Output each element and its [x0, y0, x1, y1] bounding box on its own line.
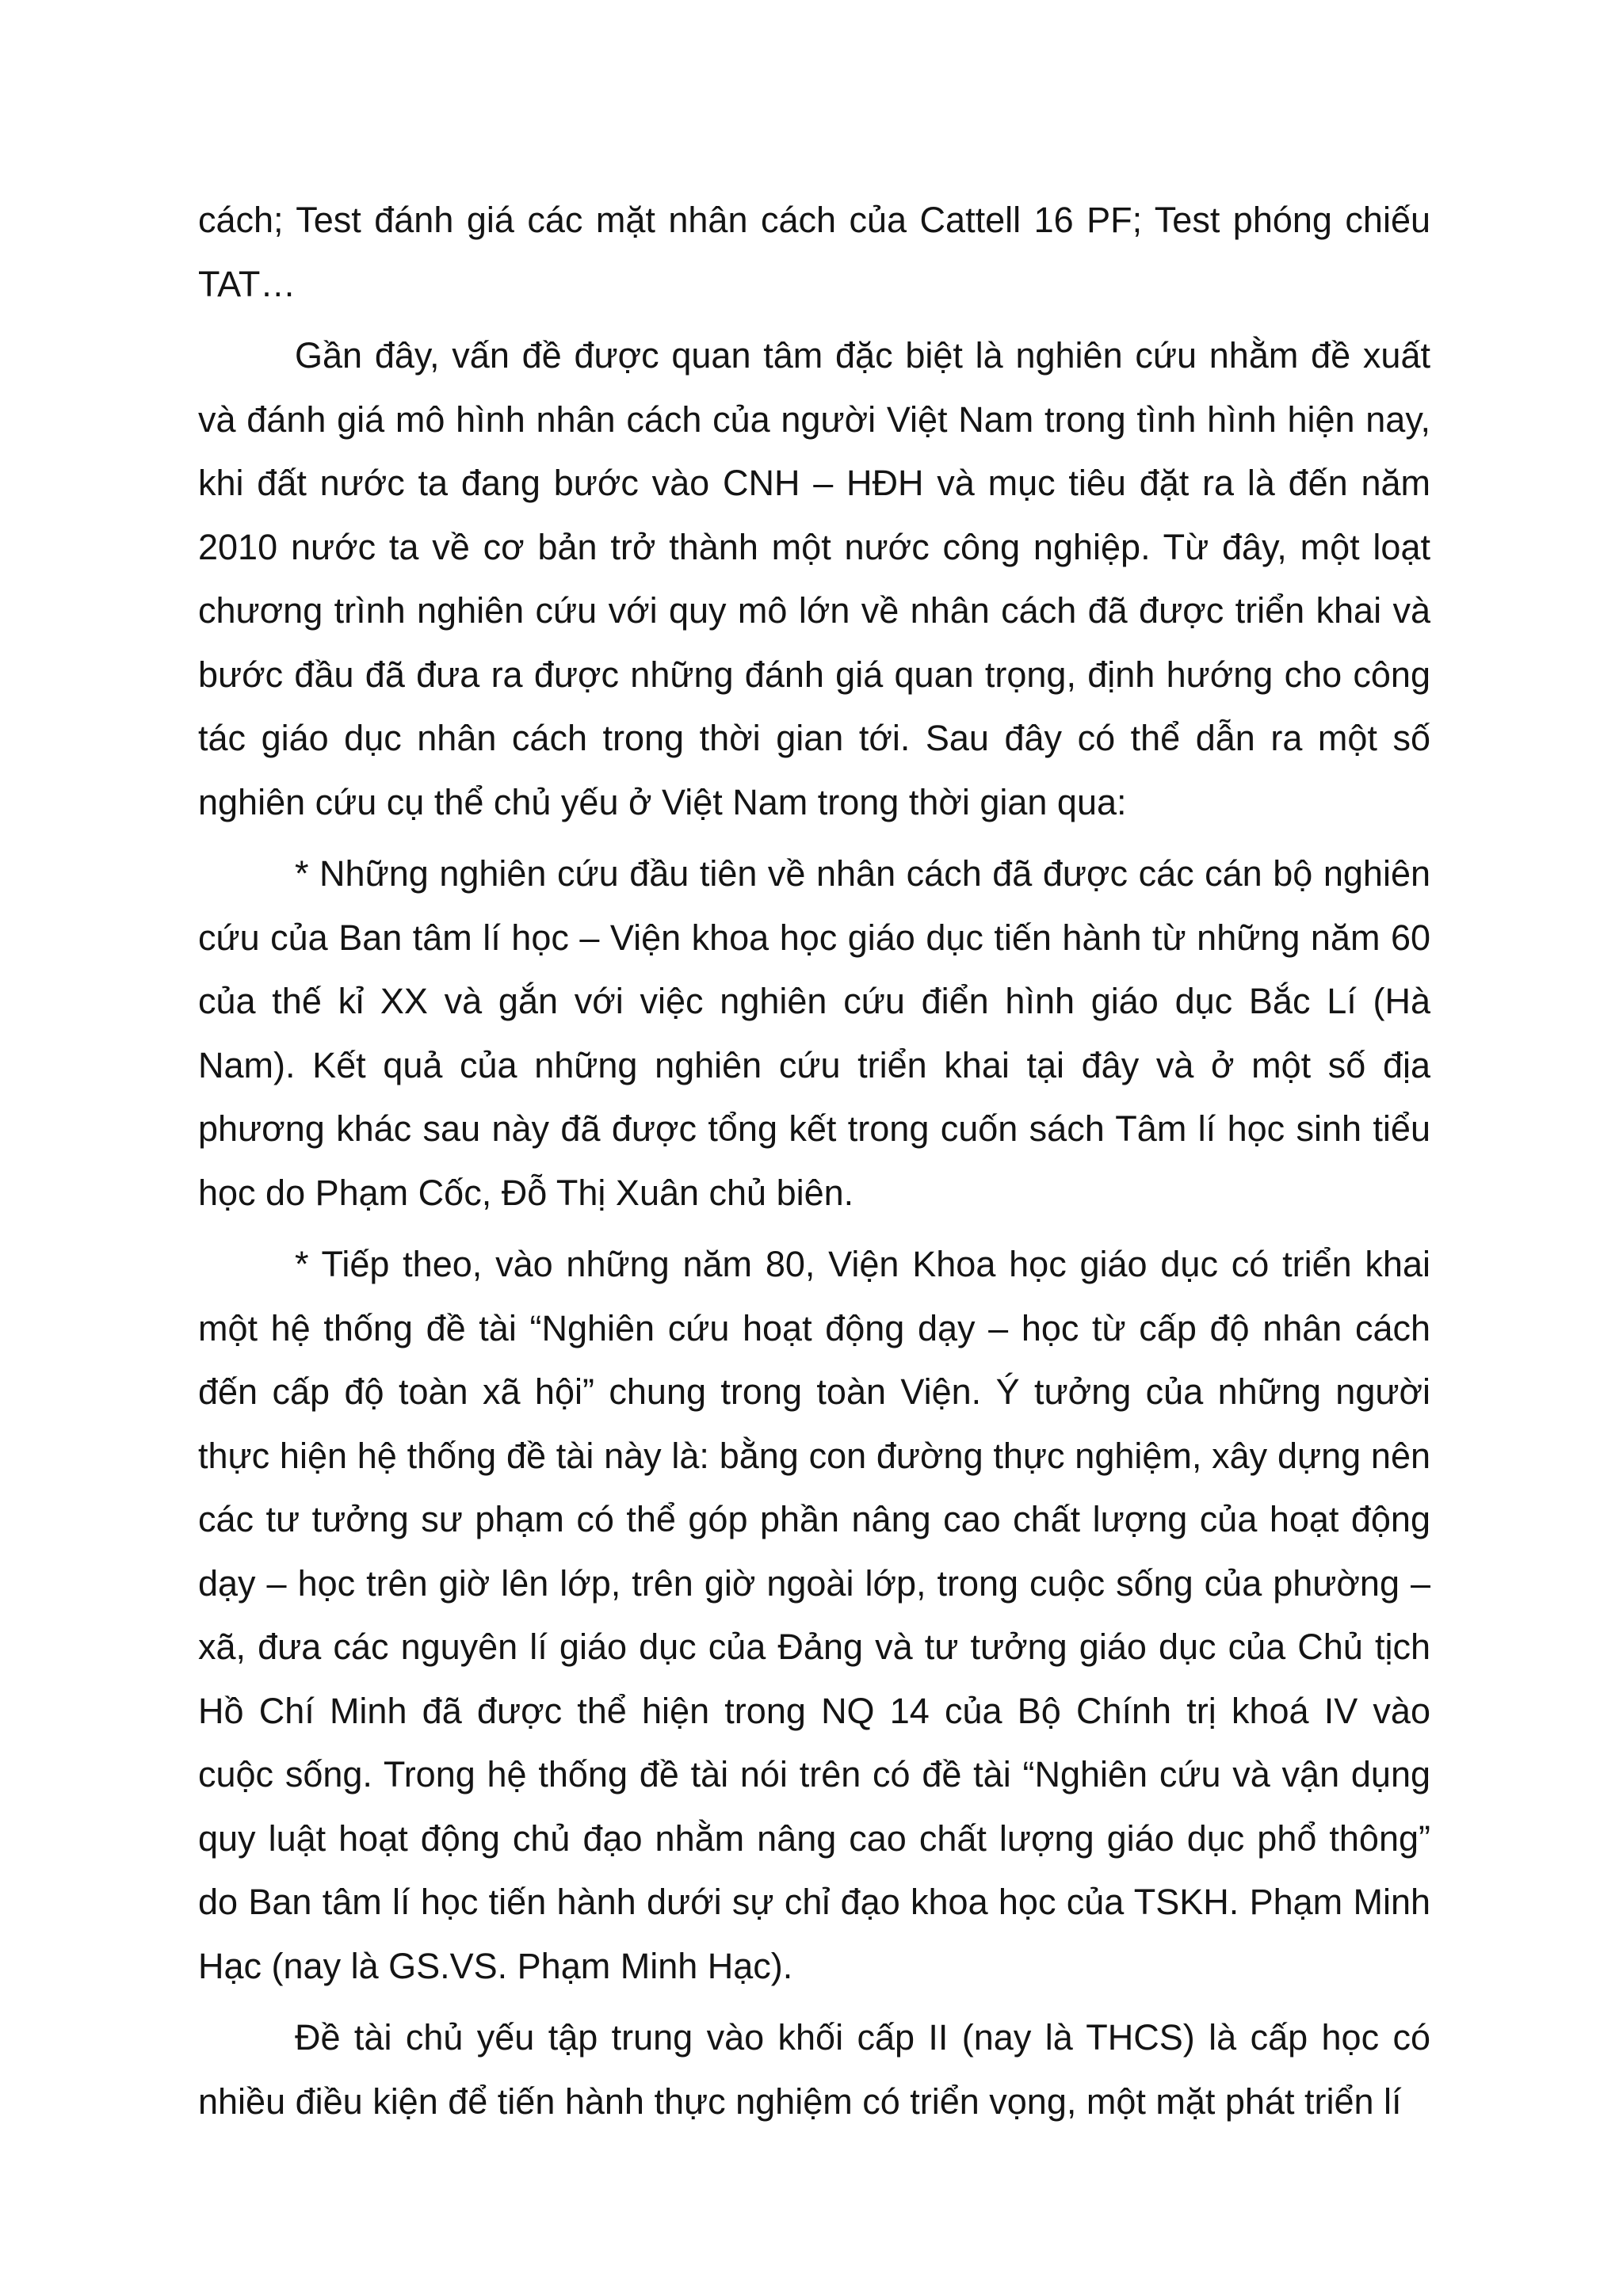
paragraph-continuation: cách; Test đánh giá các mặt nhân cách của Cattell 16 PF; Test phóng chiếu TAT… — [198, 200, 1430, 304]
paragraph-eighties-studies: * Tiếp theo, vào những năm 80, Viện Khoa học giáo dục có triển khai một hệ thống đề tài “Nghiên cứu hoạt động dạy – học từ cấp độ nhân cách đến cấp độ toàn xã hội” chung trong toàn Viện. Ý tưởng của những người thực hiện hệ thống đề tài này là: bằng con đường thực nghiệm, xây dựng nên các tư tưởng sư phạm có thể góp phần nâng cao chất lượng của hoạt động dạy – học trên giờ lên lớp, trên giờ ngoài lớp, trong cuộc sống của phường – xã, đưa các nguyên lí giáo dục của Đảng và tư tưởng giáo dục của Chủ tịch Hồ Chí Minh đã được thể hiện trong NQ 14 của Bộ Chính trị khoá IV vào cuộc sống. Trong hệ thống đề tài nói trên có đề tài “Nghiên cứu và vận dụng quy luật hoạt động chủ đạo nhằm nâng cao chất lượng giáo dục phổ thông” do Ban tâm lí học tiến hành dưới sự chỉ đạo khoa học của TSKH. Phạm Minh Hạc (nay là GS.VS. Phạm Minh Hạc). — [198, 1244, 1430, 1986]
paragraph-first-studies: * Những nghiên cứu đầu tiên về nhân cách đã được các cán bộ nghiên cứu của Ban tâm lí học – Viện khoa học giáo dục tiến hành từ những năm 60 của thế kỉ XX và gắn với việc nghiên cứu điển hình giáo dục Bắc Lí (Hà Nam). Kết quả của những nghiên cứu triển khai tại đây và ở một số địa phương khác sau này đã được tổng kết trong cuốn sách Tâm lí học sinh tiểu học do Phạm Cốc, Đỗ Thị Xuân chủ biên. — [198, 853, 1430, 1213]
paragraph-topic-focus: Đề tài chủ yếu tập trung vào khối cấp II (nay là THCS) là cấp học có nhiều điều kiện để tiến hành thực nghiệm có triển vọng, một mặt phát triển lí — [198, 2017, 1430, 2122]
document-body — [198, 189, 1430, 2142]
paragraph-recent-research: Gần đây, vấn đề được quan tâm đặc biệt là nghiên cứu nhằm đề xuất và đánh giá mô hình nhân cách của người Việt Nam trong tình hình hiện nay, khi đất nước ta đang bước vào CNH – HĐH và mục tiêu đặt ra là đến năm 2010 nước ta về cơ bản trở thành một nước công nghiệp. Từ đây, một loạt chương trình nghiên cứu với quy mô lớn về nhân cách đã được triển khai và bước đầu đã đưa ra được những đánh giá quan trọng, định hướng cho công tác giáo dục nhân cách trong thời gian tới. Sau đây có thể dẫn ra một số nghiên cứu cụ thể chủ yếu ở Việt Nam trong thời gian qua: — [198, 335, 1430, 822]
